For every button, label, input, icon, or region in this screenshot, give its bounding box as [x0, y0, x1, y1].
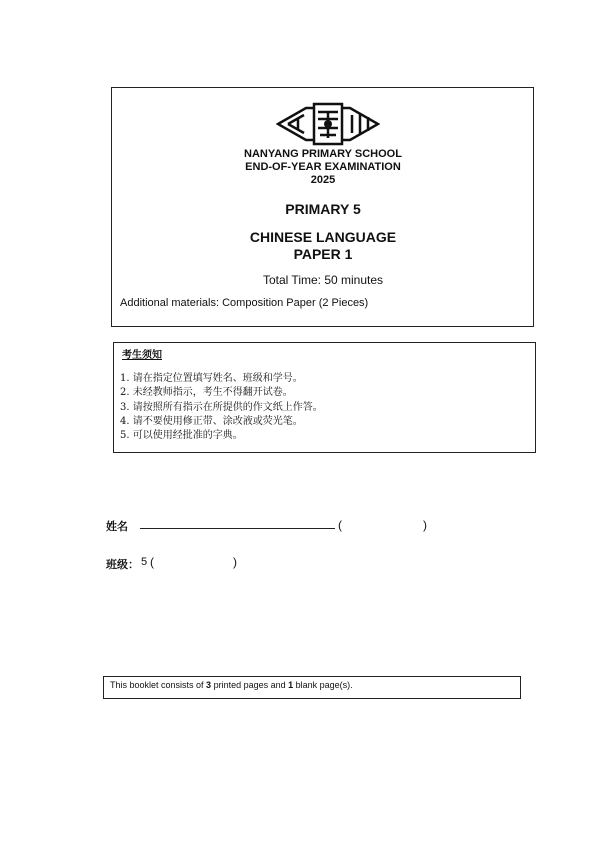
class-value: 5: [141, 556, 148, 568]
printed-page-count: 3: [206, 680, 212, 690]
exam-name: END-OF-YEAR EXAMINATION: [245, 161, 401, 173]
class-close-paren: ): [233, 555, 237, 569]
grade-level: PRIMARY 5: [285, 201, 361, 217]
instruction-item: 1. 请在指定位置填写姓名、班级和学号。: [120, 373, 303, 384]
instruction-item: 2. 未经教师指示，考生不得翻开试卷。: [120, 387, 293, 399]
instructions-list: [120, 372, 323, 443]
instruction-item: 4. 请不要使用修正带、涂改液或荧光笔。: [120, 415, 303, 427]
instructions-heading: 考生须知: [122, 350, 162, 361]
name-label: 姓名: [106, 520, 128, 533]
booklet-text-pre: This booklet consists of: [110, 680, 207, 690]
class-label: 班级：: [106, 558, 139, 571]
total-time: Total Time: 50 minutes: [262, 273, 384, 287]
blank-page-count: 1: [288, 680, 294, 690]
exam-year: 2025: [310, 174, 336, 186]
additional-materials: Additional materials: Composition Paper (2 Pieces): [120, 297, 369, 309]
booklet-info: [110, 680, 353, 690]
school-name: NANYANG PRIMARY SCHOOL: [244, 148, 402, 160]
instruction-item: 5. 可以使用经批准的字典。: [120, 430, 243, 442]
index-open-paren: (: [338, 518, 342, 532]
paper-number: PAPER 1: [293, 246, 353, 262]
instruction-item: 3. 请按照所有指示在所提供的作文纸上作答。: [120, 401, 323, 413]
index-close-paren: ): [423, 518, 427, 532]
booklet-text-post: blank page(s).: [293, 680, 353, 690]
subject-title: CHINESE LANGUAGE: [249, 229, 397, 245]
booklet-text-mid: printed pages and: [211, 680, 289, 690]
name-field[interactable]: [140, 528, 335, 529]
class-open-paren: (: [150, 555, 154, 569]
